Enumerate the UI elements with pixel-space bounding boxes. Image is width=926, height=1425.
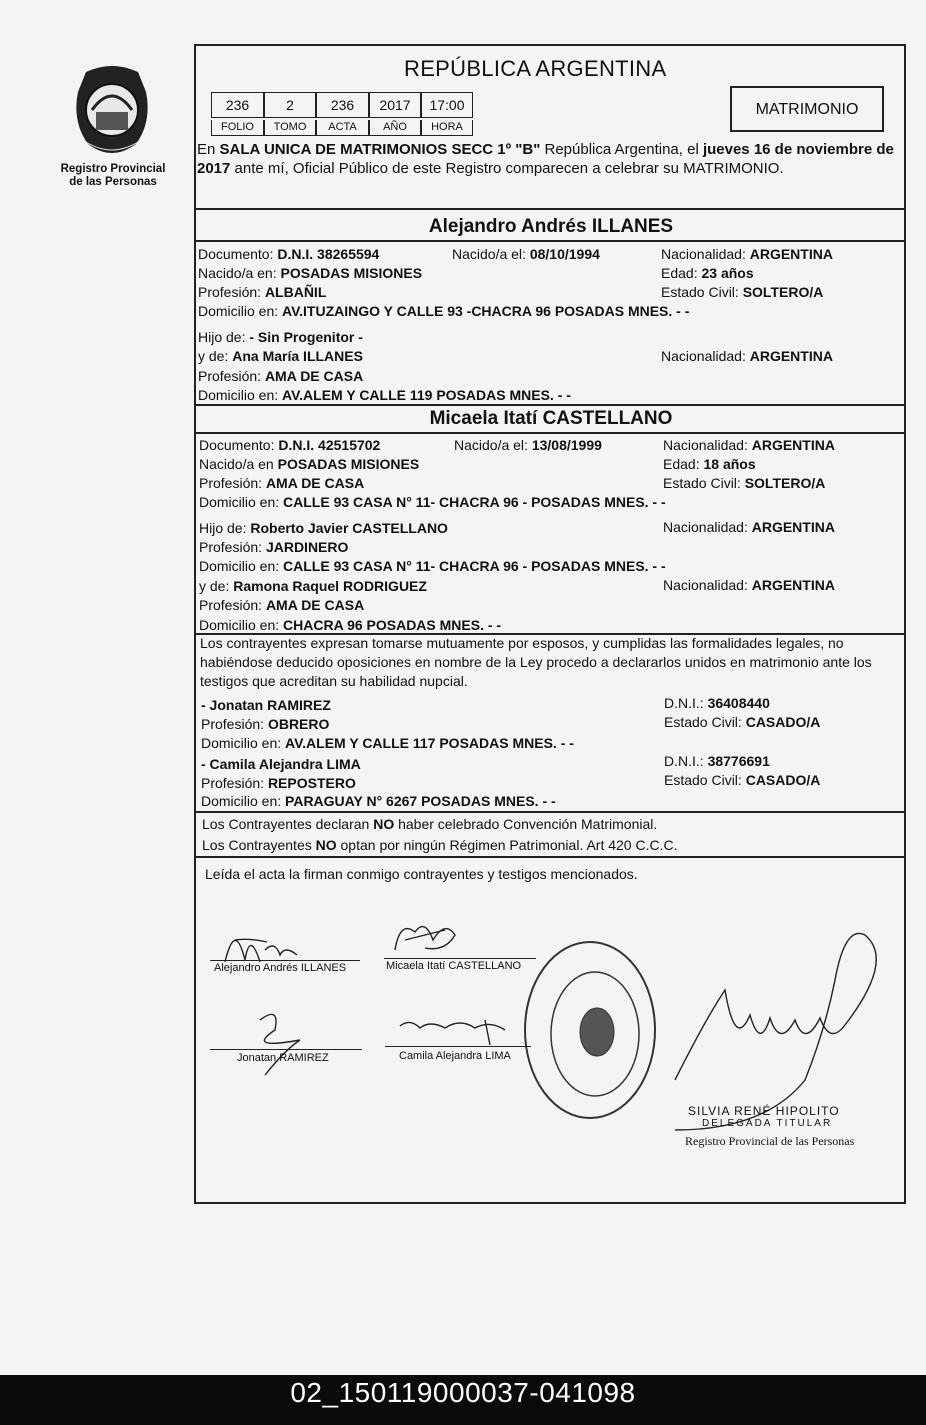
bride-document [199, 437, 380, 453]
field-label: Profesión: [199, 475, 263, 491]
intro-paragraph [197, 140, 901, 178]
logo-caption-line1: Registro Provincial [60, 163, 166, 175]
field-label: Nacido/a el: [454, 437, 528, 453]
field-label: Edad: [661, 265, 698, 281]
document-code: 02_150119000037-041098 [290, 1377, 636, 1408]
groom-profession [198, 284, 326, 300]
field-label: Domicilio en: [201, 735, 282, 751]
groom-mother-nationality [661, 348, 833, 364]
field-value: 08/10/1994 [529, 246, 600, 262]
field-label: Estado Civil: [663, 475, 741, 491]
intro-text: República Argentina, el [540, 141, 703, 158]
groom-address [198, 303, 689, 319]
witness-1-name [201, 697, 331, 713]
field-value: POSADAS MISIONES [280, 265, 423, 281]
field-label: Documento: [198, 246, 274, 262]
logo-caption-line2: de las Personas [69, 176, 157, 188]
field-label: Nacido/a en: [198, 265, 277, 281]
official-stamp [525, 942, 655, 1118]
field-label: Nacionalidad: [663, 577, 748, 593]
groom-age [661, 265, 754, 281]
field-label: Profesión: [199, 539, 263, 555]
officer-name: SILVIA RENÉ HIPOLITO [688, 1104, 840, 1118]
convention-text: Los Contrayentes declaran [202, 816, 374, 832]
field-value: - Sin Progenitor - [249, 329, 363, 345]
bride-mother [199, 578, 427, 594]
intro-text: En [197, 141, 220, 158]
anio-value: 2017 [369, 92, 421, 118]
groom-signature [225, 939, 297, 962]
field-value: CASADO/A [745, 714, 821, 730]
field-value: AV.ALEM Y CALLE 117 POSADAS MNES. - - [285, 735, 574, 751]
field-value: OBRERO [267, 716, 330, 732]
field-label: y de: [199, 578, 230, 594]
intro-text: ante mí, Oficial Público de este Registro comparecen a celebrar su MATRIMONIO. [230, 160, 784, 177]
officer-org: Registro Provincial de las Personas [685, 1134, 855, 1148]
divider [196, 404, 906, 406]
field-value: AV.ITUZAINGO Y CALLE 93 -CHACRA 96 POSADAS MNES. - - [282, 303, 690, 319]
field-label: Profesión: [199, 597, 263, 613]
field-value: 13/08/1999 [531, 437, 602, 453]
field-value: AMA DE CASA [264, 368, 364, 384]
witness1-signature-label: Jonatan RAMIREZ [237, 1052, 329, 1064]
field-value: REPOSTERO [267, 775, 356, 791]
field-label: Documento: [199, 437, 275, 453]
field-value: AMA DE CASA [265, 597, 365, 613]
declaration-paragraph: Los contrayentes expresan tomarse mutuamente por esposos, y cumplidas las formalidades legales, no habiéndose deducido oposiciones en nombre de la Ley procedo a declararlos unidos en matrimonio ante los testigos que acreditan su habilidad nupcial. [200, 635, 872, 689]
witness-1-address [201, 735, 574, 751]
field-label: Profesión: [201, 775, 265, 791]
field-value: CASADO/A [745, 772, 821, 788]
field-label: Nacionalidad: [661, 348, 746, 364]
groom-mother-profession [198, 368, 363, 384]
bride-nationality [663, 437, 835, 453]
registry-caption [50, 163, 176, 189]
field-label: y de: [198, 348, 229, 364]
field-value: ALBAÑIL [264, 284, 327, 300]
groom-signature-line [210, 960, 360, 961]
hora-label: HORA [421, 120, 473, 136]
field-label: Domicilio en: [198, 387, 279, 403]
groom-father [198, 329, 363, 345]
folio-label: FOLIO [211, 120, 264, 136]
groom-name-title: Alejandro Andrés ILLANES [428, 216, 674, 237]
closing-statement: Leída el acta la firman conmigo contrayentes y testigos mencionados. [205, 866, 638, 882]
field-label: Nacionalidad: [661, 246, 746, 262]
witness-1-civil-status [664, 714, 820, 730]
witness-2-dni [664, 753, 770, 769]
hora-value: 17:00 [421, 92, 473, 118]
divider [196, 208, 906, 210]
intro-office: SALA UNICA DE MATRIMONIOS SECC 1º "B" [219, 141, 541, 158]
field-value: 36408440 [707, 695, 770, 711]
field-value: ARGENTINA [749, 246, 833, 262]
field-label: Hijo de: [199, 520, 247, 536]
field-label: Nacido/a el: [452, 246, 526, 262]
bride-father-profession [199, 539, 348, 555]
groom-birthplace [198, 265, 422, 281]
convention-text: optan por ningún Régimen Patrimonial. Art 420 C.C.C. [336, 837, 678, 853]
field-label: Profesión: [198, 284, 262, 300]
groom-document [198, 246, 379, 262]
witness1-signature [260, 1014, 300, 1075]
witness-1-profession [201, 716, 329, 732]
field-label: Profesión: [198, 368, 262, 384]
field-value: CHACRA 96 POSADAS MNES. - - [283, 617, 502, 633]
field-label: Domicilio en: [198, 303, 279, 319]
field-value: Ramona Raquel RODRIGUEZ [233, 578, 427, 594]
field-value: - Jonatan RAMIREZ [201, 697, 331, 713]
bride-father-address [199, 558, 666, 574]
field-label: Domicilio en: [199, 494, 280, 510]
field-label: Domicilio en: [199, 558, 280, 574]
field-label: Estado Civil: [664, 772, 742, 788]
field-value: 18 años [703, 456, 756, 472]
field-value: ARGENTINA [751, 437, 835, 453]
bride-signature [395, 927, 455, 950]
field-label: Domicilio en: [199, 617, 280, 633]
field-value: CALLE 93 CASA N° 11- CHACRA 96 - POSADAS MNES. - - [283, 494, 666, 510]
convention-line-2 [202, 837, 677, 853]
witness1-signature-line [210, 1049, 362, 1050]
field-label: Domicilio en: [201, 793, 282, 809]
field-label: D.N.I.: [664, 695, 704, 711]
groom-mother [198, 348, 363, 364]
certificate-type-box: MATRIMONIO [730, 86, 884, 132]
groom-signature-label: Alejandro Andrés ILLANES [214, 962, 347, 974]
witness2-signature [400, 1020, 505, 1045]
witness-2-address [201, 793, 556, 809]
field-value: Ana María ILLANES [232, 348, 363, 364]
bride-birthplace [199, 456, 419, 472]
bride-address [199, 494, 666, 510]
bride-signature-label: Micaela Itatí CASTELLANO [386, 960, 522, 972]
acta-value: 236 [316, 92, 369, 118]
witness-2-civil-status [664, 772, 820, 788]
field-value: ARGENTINA [751, 577, 835, 593]
groom-nationality [661, 246, 833, 262]
officer-signature [675, 933, 876, 1130]
field-value: D.N.I. 42515702 [278, 437, 381, 453]
witness-2-profession [201, 775, 356, 791]
field-value: 38776691 [707, 753, 770, 769]
field-label: Nacido/a en [199, 456, 274, 472]
witness-2-name [201, 756, 361, 772]
folio-value: 236 [211, 92, 264, 118]
witness2-signature-label: Camila Alejandra LIMA [399, 1050, 511, 1062]
field-value: AV.ALEM Y CALLE 119 POSADAS MNES. - - [282, 387, 571, 403]
bride-profession [199, 475, 364, 491]
bride-mother-profession [199, 597, 364, 613]
bride-father [199, 520, 448, 536]
officer-role: DELEGADA TITULAR [702, 1118, 833, 1129]
field-value: PARAGUAY N° 6267 POSADAS MNES. - - [285, 793, 556, 809]
field-label: D.N.I.: [664, 753, 704, 769]
field-value: SOLTERO/A [742, 284, 824, 300]
bride-father-nationality [663, 519, 835, 535]
convention-text: Los Contrayentes [202, 837, 316, 853]
divider [196, 432, 906, 434]
field-label: Edad: [663, 456, 700, 472]
bride-name-title: Micaela Itatí CASTELLANO [429, 408, 673, 429]
anio-label: AÑO [369, 120, 421, 136]
convention-line-1 [202, 816, 657, 832]
divider [196, 811, 906, 813]
tomo-value: 2 [264, 92, 316, 118]
field-value: ARGENTINA [751, 519, 835, 535]
divider [196, 240, 906, 242]
bride-birthdate [454, 437, 602, 453]
bride-age [663, 456, 756, 472]
field-label: Estado Civil: [661, 284, 739, 300]
field-value: CALLE 93 CASA N° 11- CHACRA 96 - POSADAS MNES. - - [283, 558, 666, 574]
intro-date: jueves 16 de noviembre de 2017 [197, 141, 894, 177]
field-value: POSADAS MISIONES [277, 456, 420, 472]
field-value: JARDINERO [265, 539, 349, 555]
field-label: Profesión: [201, 716, 265, 732]
field-value: SOLTERO/A [744, 475, 826, 491]
bride-civil-status [663, 475, 825, 491]
field-label: Estado Civil: [664, 714, 742, 730]
provincial-seal-logo [66, 62, 158, 162]
groom-birthdate [452, 246, 600, 262]
bride-mother-nationality [663, 577, 835, 593]
witness2-signature-line [385, 1046, 531, 1047]
field-value: D.N.I. 38265594 [277, 246, 380, 262]
witness-1-dni [664, 695, 770, 711]
page-title: REPÚBLICA ARGENTINA [404, 56, 667, 81]
field-value: - Camila Alejandra LIMA [201, 756, 361, 772]
convention-no: NO [373, 816, 395, 832]
divider [196, 856, 906, 858]
bride-mother-address [199, 617, 501, 633]
tomo-label: TOMO [264, 120, 316, 136]
field-value: ARGENTINA [749, 348, 833, 364]
convention-text: haber celebrado Convención Matrimonial. [394, 816, 658, 832]
groom-mother-address [198, 387, 571, 403]
field-label: Hijo de: [198, 329, 246, 345]
convention-no: NO [315, 837, 337, 853]
field-label: Nacionalidad: [663, 519, 748, 535]
field-value: AMA DE CASA [265, 475, 365, 491]
field-value: Roberto Javier CASTELLANO [250, 520, 448, 536]
bride-signature-line [384, 958, 536, 959]
field-value: 23 años [701, 265, 754, 281]
acta-label: ACTA [316, 120, 369, 136]
groom-civil-status [661, 284, 823, 300]
field-label: Nacionalidad: [663, 437, 748, 453]
